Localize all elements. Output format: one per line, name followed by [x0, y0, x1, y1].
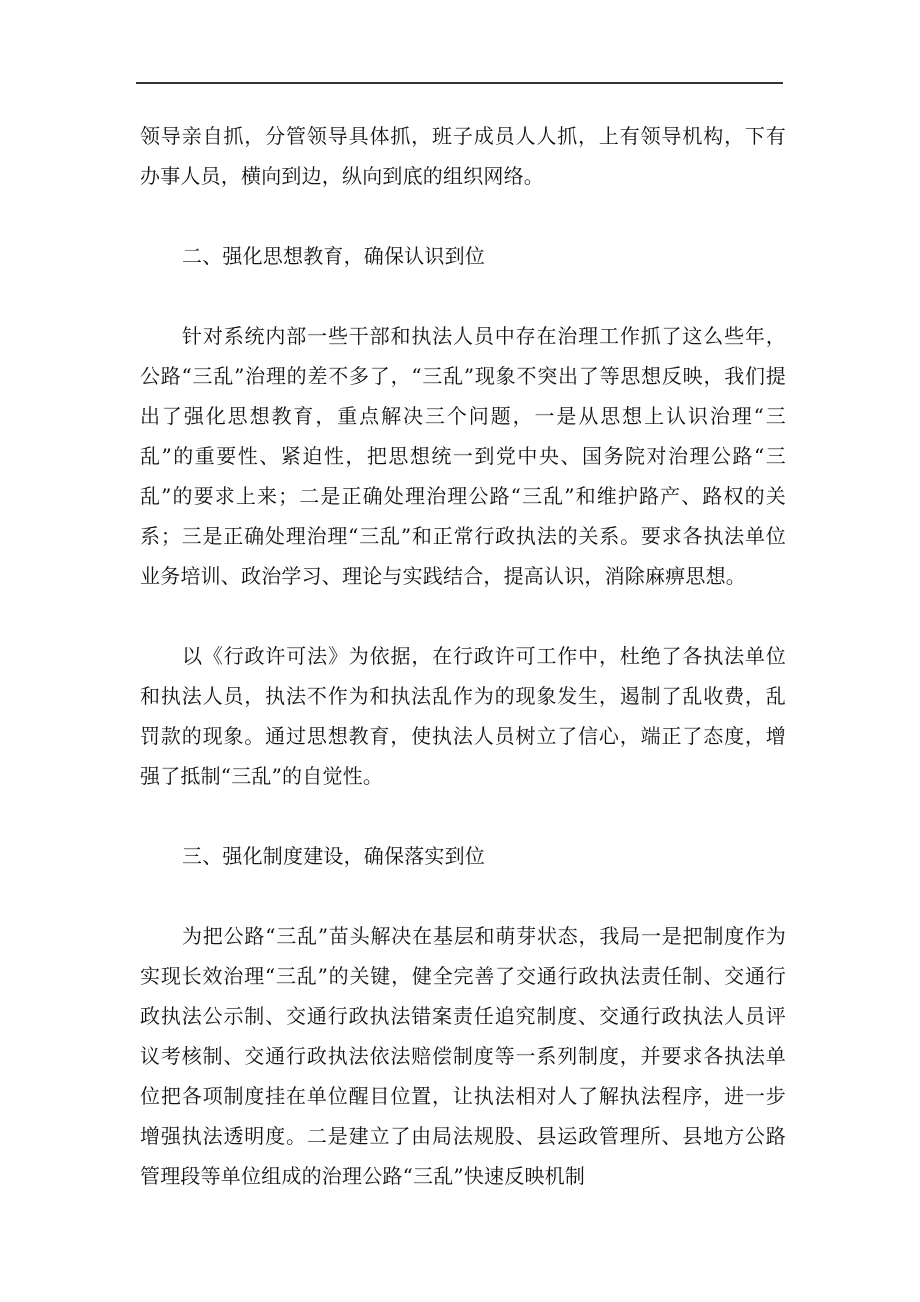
document-body — [140, 116, 786, 1196]
spacer — [140, 796, 786, 836]
paragraph-admin-license-law: 以《行政许可法》为依据，在行政许可工作中，杜绝了各执法单位和执法人员，执法不作为和执法乱作为的现象发生，遏制了乱收费，乱罚款的现象。通过思想教育，使执法人员树立了信心，端正了态度，增强了抵制“三乱”的自觉性。 — [140, 644, 786, 788]
section-heading-2: 二、强化思想教育，确保认识到位 — [182, 244, 485, 268]
section-heading-3: 三、强化制度建设，确保落实到位 — [182, 844, 485, 868]
paragraph-continued: 领导亲自抓，分管领导具体抓，班子成员人人抓，上有领导机构，下有办事人员，横向到边，纵向到底的组织网络。 — [140, 124, 786, 188]
paragraph-system-building: 为把公路“三乱”苗头解决在基层和萌芽状态，我局一是把制度作为实现长效治理“三乱”的关键，健全完善了交通行政执法责任制、交通行政执法公示制、交通行政执法错案责任追究制度、交通行政执法人员评议考核制、交通行政执法依法赔偿制度等一系列制度，并要求各执法单位把各项制度挂在单位醒目位置，让执法相对人了解执法程序，进一步增强执法透明度。二是建立了由局法规股、县运政管理所、县地方公路管理段等单位组成的治理公路“三乱”快速反映机制 — [140, 924, 786, 1188]
spacer — [140, 276, 786, 316]
spacer — [140, 876, 786, 916]
spacer — [140, 596, 786, 636]
header-rule — [136, 82, 783, 84]
paragraph-thought-education: 针对系统内部一些干部和执法人员中存在治理工作抓了这么些年，公路“三乱”治理的差不多了，“三乱”现象不突出了等思想反映，我们提出了强化思想教育，重点解决三个问题，一是从思想上认识治理“三乱”的重要性、紧迫性，把思想统一到党中央、国务院对治理公路“三乱”的要求上来；二是正确处理治理公路“三乱”和维护路产、路权的关系；三是正确处理治理“三乱”和正常行政执法的关系。要求各执法单位业务培训、政治学习、理论与实践结合，提高认识，消除麻痹思想。 — [140, 324, 786, 588]
spacer — [140, 196, 786, 236]
